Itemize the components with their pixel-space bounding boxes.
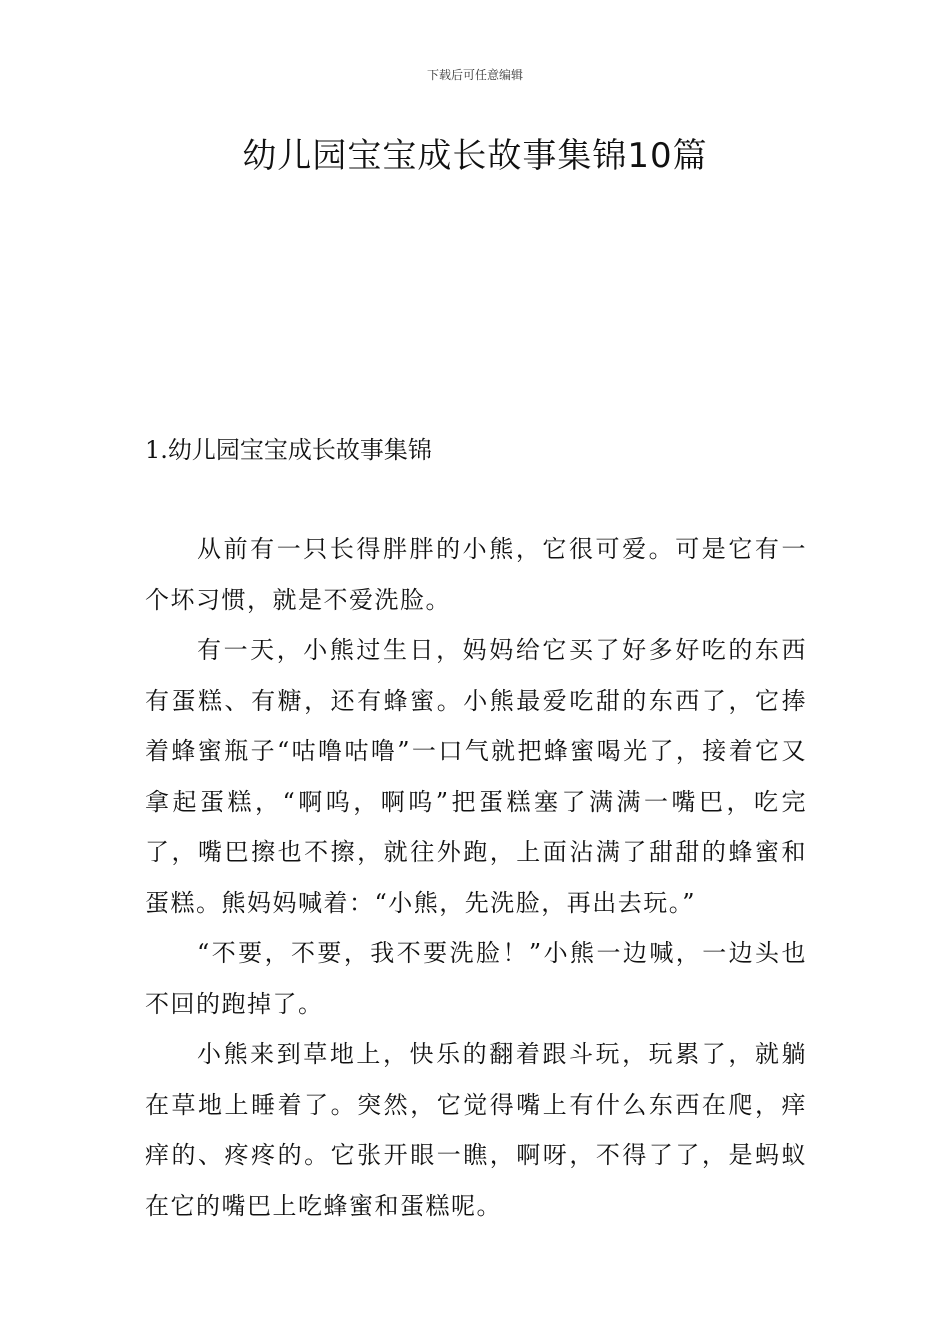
paragraph: 有一天，小熊过生日，妈妈给它买了好多好吃的东西有蛋糕、有糖，还有蜂蜜。小熊最爱吃甜的东西了，它捧着蜂蜜瓶子“咕噜咕噜”一口气就把蜂蜜喝光了，接着它又拿起蛋糕，“啊呜，啊呜”把蛋糕塞了满满一嘴巴，吃完了，嘴巴擦也不擦，就往外跑，上面沾满了甜甜的蜂蜜和蛋糕。熊妈妈喊着：“小熊，先洗脸，再出去玩。” <box>145 636 807 917</box>
paragraph: “不要，不要，我不要洗脸！”小熊一边喊，一边头也不回的跑掉了。 <box>145 939 807 1018</box>
paragraph: 小熊来到草地上，快乐的翻着跟斗玩，玩累了，就躺在草地上睡着了。突然，它觉得嘴上有什么东西在爬，痒痒的、疼疼的。它张开眼一瞧，啊呀，不得了了，是蚂蚁在它的嘴巴上吃蜂蜜和蛋糕呢。 <box>145 1040 807 1220</box>
story-body <box>145 524 807 1231</box>
document-title: 幼儿园宝宝成长故事集锦10篇 <box>242 136 708 176</box>
header-note: 下载后可任意编辑 <box>426 68 523 82</box>
section-heading: 1.幼儿园宝宝成长故事集锦 <box>145 436 432 464</box>
paragraph: 从前有一只长得胖胖的小熊，它很可爱。可是它有一个坏习惯，就是不爱洗脸。 <box>145 535 807 614</box>
